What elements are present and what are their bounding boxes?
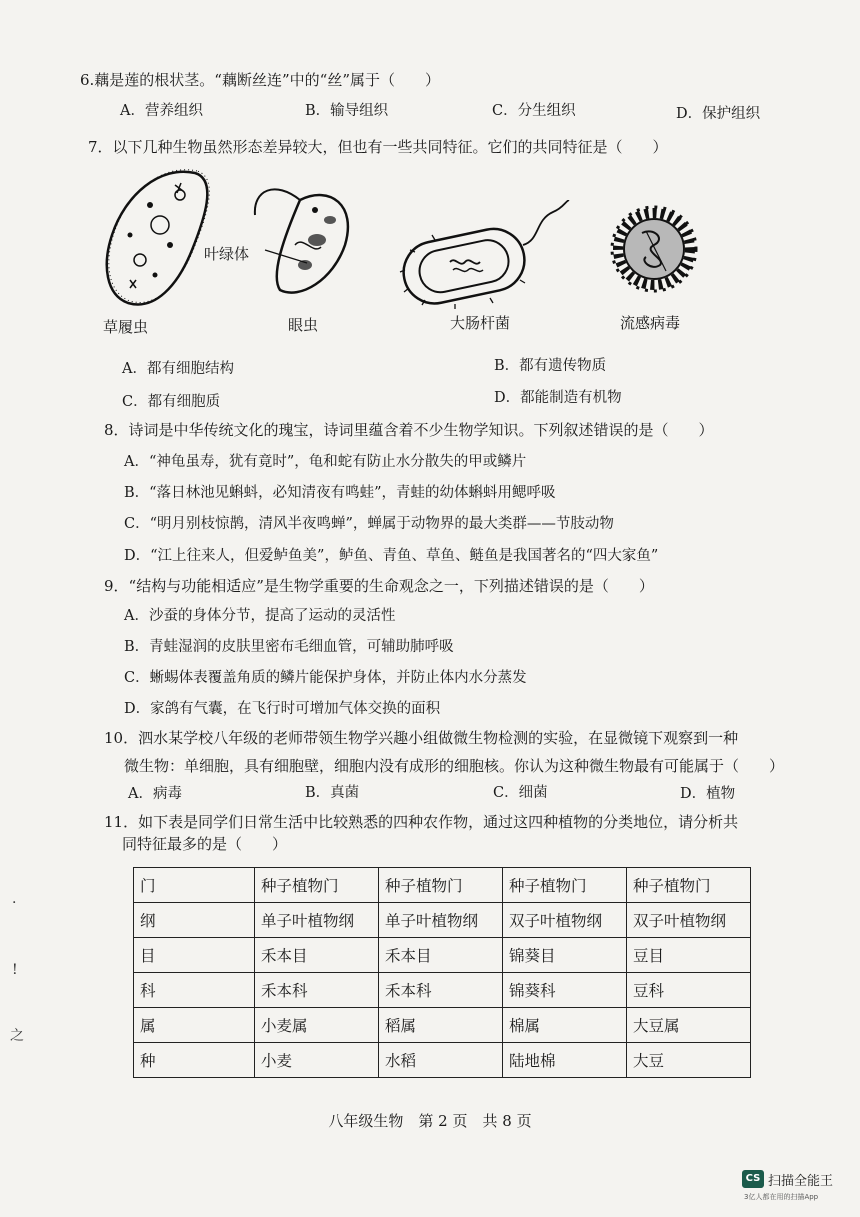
table-cell: 小麦属 <box>255 1008 379 1043</box>
page-footer: 八年级生物 第 2 页 共 8 页 <box>328 1112 532 1130</box>
influenza-virus-figure <box>598 193 710 305</box>
table-cell: 稻属 <box>379 1008 503 1043</box>
watermark-tagline: 3亿人都在用的扫描App <box>744 1193 819 1201</box>
table-cell: 锦葵目 <box>503 938 627 973</box>
caption-influenza: 流感病毒 <box>620 314 681 332</box>
classification-table <box>133 867 751 1078</box>
table-cell: 单子叶植物纲 <box>255 903 379 938</box>
table-cell: 水稻 <box>379 1043 503 1078</box>
table-cell: 禾本目 <box>379 938 503 973</box>
table-cell: 种子植物门 <box>379 868 503 903</box>
table-cell: 棉属 <box>503 1008 627 1043</box>
table-cell: 种子植物门 <box>627 868 751 903</box>
table-row <box>134 973 751 1008</box>
q6-option-d: D．保护组织 <box>676 106 761 122</box>
table-row <box>134 1043 751 1078</box>
question-10-stem-line1: 10．泗水某学校八年级的老师带领生物学兴趣小组做微生物检测的实验，在显微镜下观察到一种 <box>104 729 739 747</box>
question-9-stem: 9．“结构与功能相适应”是生物学重要的生命观念之一，下列描述错误的是（ ） <box>104 577 654 595</box>
table-cell: 大豆 <box>627 1043 751 1078</box>
table-cell: 双子叶植物纲 <box>503 903 627 938</box>
table-cell: 双子叶植物纲 <box>627 903 751 938</box>
q8-option-c: C．“明月别枝惊鹊，清风半夜鸣蝉”，蝉属于动物界的最大类群——节肢动物 <box>124 516 614 532</box>
table-cell: 禾本科 <box>379 973 503 1008</box>
q9-option-c: C．蜥蜴体表覆盖角质的鳞片能保护身体，并防止体内水分蒸发 <box>124 670 527 686</box>
q8-option-a: A．“神龟虽寿，犹有竟时”，龟和蛇有防止水分散失的甲或鳞片 <box>124 454 527 470</box>
question-6-stem: 6.藕是莲的根状茎。“藕断丝连”中的“丝”属于（ ） <box>80 71 440 89</box>
e-coli-figure <box>395 200 570 310</box>
q7-option-a: A．都有细胞结构 <box>122 361 234 377</box>
q6-option-c: C．分生组织 <box>492 103 576 119</box>
chloroplast-label: 叶绿体 <box>204 245 250 263</box>
camscanner-logo-icon: CS <box>742 1170 764 1188</box>
table-cell: 目 <box>134 938 255 973</box>
table-cell: 属 <box>134 1008 255 1043</box>
q7-option-c: C．都有细胞质 <box>122 394 221 410</box>
q9-option-d: D．家鸽有气囊，在飞行时可增加气体交换的面积 <box>124 701 441 717</box>
question-11-stem-line1: 11．如下表是同学们日常生活中比较熟悉的四种农作物，通过这四种植物的分类地位，请分析共 <box>104 813 739 831</box>
table-cell: 单子叶植物纲 <box>379 903 503 938</box>
q8-option-d: D．“江上往来人，但爱鲈鱼美”，鲈鱼、青鱼、草鱼、鲢鱼是我国著名的“四大家鱼” <box>124 548 659 564</box>
q8-option-b: B．“落日林池见蝌蚪，必知清夜有鸣蛙”，青蛙的幼体蝌蚪用鳃呼吸 <box>124 485 556 501</box>
table-row <box>134 1008 751 1043</box>
caption-paramecium: 草履虫 <box>103 318 149 336</box>
caption-euglena: 眼虫 <box>288 316 319 334</box>
q10-option-c: C．细菌 <box>493 785 548 801</box>
q9-option-a: A．沙蚕的身体分节，提高了运动的灵活性 <box>124 608 396 624</box>
q7-option-b: B．都有遗传物质 <box>494 358 607 374</box>
q10-option-d: D．植物 <box>680 786 736 802</box>
paramecium-figure <box>100 165 220 313</box>
table-cell: 豆科 <box>627 973 751 1008</box>
edge-mark-2: 之 <box>10 1028 24 1044</box>
edge-dot: · <box>12 895 17 911</box>
table-cell: 门 <box>134 868 255 903</box>
question-8-stem: 8．诗词是中华传统文化的瑰宝，诗词里蕴含着不少生物学知识。下列叙述错误的是（ ） <box>104 421 714 439</box>
edge-mark-1: ! <box>12 962 18 978</box>
q7-option-d: D．都能制造有机物 <box>494 390 622 406</box>
caption-e-coli: 大肠杆菌 <box>450 314 511 332</box>
table-cell: 纲 <box>134 903 255 938</box>
table-cell: 禾本目 <box>255 938 379 973</box>
table-cell: 种子植物门 <box>503 868 627 903</box>
table-row <box>134 938 751 973</box>
q6-option-a: A．营养组织 <box>120 103 203 119</box>
table-row <box>134 868 751 903</box>
table-cell: 种子植物门 <box>255 868 379 903</box>
table-cell: 科 <box>134 973 255 1008</box>
q6-option-b: B．输导组织 <box>305 103 389 119</box>
question-10-stem-line2: 微生物：单细胞，具有细胞壁，细胞内没有成形的细胞核。你认为这种微生物最有可能属于（ ） <box>124 757 785 775</box>
q9-option-b: B．青蛙湿润的皮肤里密布毛细血管，可辅助肺呼吸 <box>124 639 454 655</box>
question-11-stem-line2: 同特征最多的是（ ） <box>122 835 288 853</box>
question-7-stem: 7．以下几种生物虽然形态差异较大，但也有一些共同特征。它们的共同特征是（ ） <box>88 138 668 156</box>
table-cell: 锦葵科 <box>503 973 627 1008</box>
table-cell: 陆地棉 <box>503 1043 627 1078</box>
table-cell: 小麦 <box>255 1043 379 1078</box>
table-cell: 大豆属 <box>627 1008 751 1043</box>
q10-option-b: B．真菌 <box>305 785 360 801</box>
table-cell: 禾本科 <box>255 973 379 1008</box>
euglena-figure <box>245 175 365 305</box>
table-row <box>134 903 751 938</box>
q10-option-a: A．病毒 <box>128 786 182 802</box>
table-cell: 豆目 <box>627 938 751 973</box>
table-cell: 种 <box>134 1043 255 1078</box>
watermark-name: 扫描全能王 <box>768 1174 834 1189</box>
